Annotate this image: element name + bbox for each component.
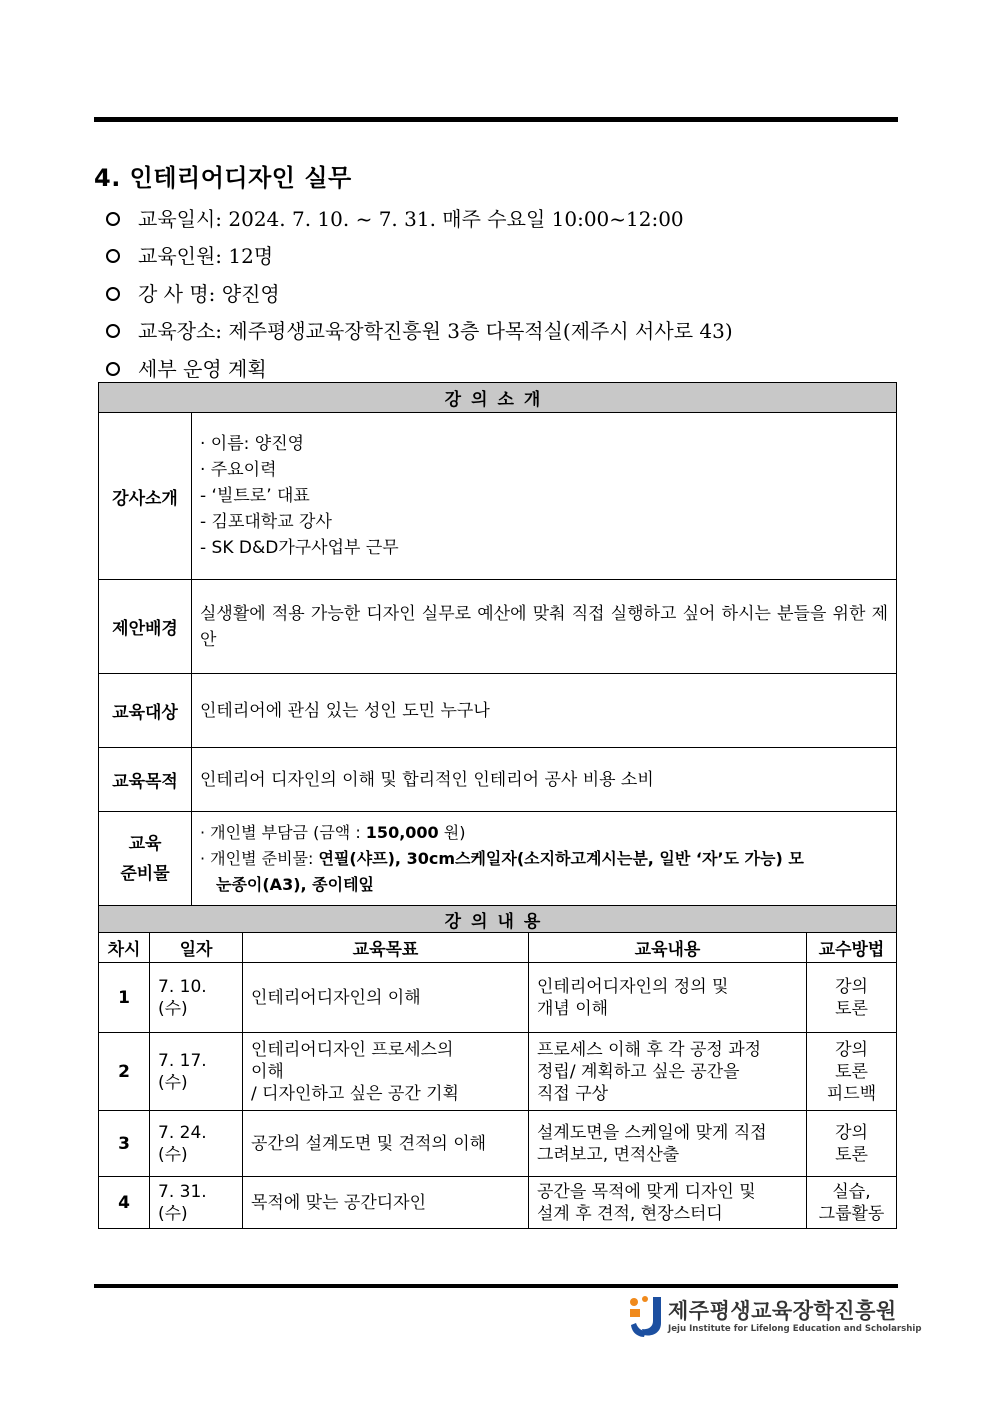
- column-header: 차시: [99, 933, 150, 963]
- session-number: 4: [99, 1177, 150, 1229]
- circle-bullet-icon: [106, 362, 120, 376]
- table-row: [99, 812, 897, 906]
- list-item: 교육일시: 2024. 7. 10. ~ 7. 31. 매주 수요일 10:00~12:00: [106, 200, 733, 238]
- table-row: [99, 748, 897, 812]
- session-date: 7. 24.(수): [150, 1111, 243, 1177]
- table-row: [99, 383, 897, 413]
- table-row: [99, 1033, 897, 1111]
- column-header: 교육목표: [243, 933, 529, 963]
- target-label: 교육대상: [99, 674, 192, 748]
- session-date: 7. 31.(수): [150, 1177, 243, 1229]
- circle-bullet-icon: [106, 324, 120, 338]
- course-plan-table: [98, 382, 897, 1229]
- session-method: 강의 토론 피드백: [807, 1033, 897, 1111]
- session-date: 7. 17.(수): [150, 1033, 243, 1111]
- table-row: [99, 1177, 897, 1229]
- goal-label: 교육목적: [99, 748, 192, 812]
- session-content: 프로세스 이해 후 각 공정 과정 정립/ 계획하고 싶은 공간을 직접 구상: [529, 1033, 807, 1111]
- column-header: 일자: [150, 933, 243, 963]
- column-header: 교육내용: [529, 933, 807, 963]
- list-item: 교육인원: 12명: [106, 238, 733, 276]
- list-item: 세부 운영 계획: [106, 350, 733, 388]
- session-goal: 공간의 설계도면 및 견적의 이해: [243, 1111, 529, 1177]
- session-goal: 인테리어디자인 프로세스의 이해 / 디자인하고 싶은 공간 기획: [243, 1033, 529, 1111]
- session-number: 1: [99, 963, 150, 1033]
- target-text: 인테리어에 관심 있는 성인 도민 누구나: [192, 674, 897, 748]
- circle-bullet-icon: [106, 249, 120, 263]
- supplies-label: 교육 준비물: [99, 812, 192, 906]
- table-row: [99, 963, 897, 1033]
- session-method: 강의 토론: [807, 1111, 897, 1177]
- session-method: 실습, 그룹활동: [807, 1177, 897, 1229]
- session-content: 설계도면을 스케일에 맞게 직접 그려보고, 면적산출: [529, 1111, 807, 1177]
- session-goal: 인테리어디자인의 이해: [243, 963, 529, 1033]
- table-row: [99, 674, 897, 748]
- section-title: 4. 인테리어디자인 실무: [94, 164, 352, 192]
- org-name: 제주평생교육장학진흥원: [668, 1299, 897, 1323]
- session-number: 2: [99, 1033, 150, 1111]
- circle-bullet-icon: [106, 212, 120, 226]
- instructor-label: 강사소개: [99, 413, 192, 580]
- table-row: [99, 1111, 897, 1177]
- content-header: 강의내용: [99, 906, 897, 933]
- bottom-rule: [94, 1284, 898, 1288]
- table-row: [99, 413, 897, 580]
- list-item: 교육장소: 제주평생교육장학진흥원 3층 다목적실(제주시 서사로 43): [106, 313, 733, 351]
- instructor-info: · 이름: 양진영 · 주요이력 - ‘빌트로’ 대표 - 김포대학교 강사 - SK D&D가구사업부 근무: [192, 413, 897, 580]
- info-list: [106, 200, 733, 388]
- jeju-institute-logo-icon: [626, 1293, 666, 1339]
- org-logo: [626, 1293, 922, 1339]
- supplies-text: · 개인별 부담금 (금액 : 150,000 원) · 개인별 준비물: 연필(샤프), 30cm스케일자(소지하고계시는분, 일반 ‘자’도 가능) 모 눈종이(A3), 종이테잎: [192, 812, 897, 906]
- session-content: 공간을 목적에 맞게 디자인 및 설계 후 견적, 현장스터디: [529, 1177, 807, 1229]
- intro-header: 강의소개: [99, 383, 897, 413]
- top-rule: [94, 117, 898, 122]
- session-method: 강의 토론: [807, 963, 897, 1033]
- table-row: [99, 906, 897, 933]
- table-row: [99, 580, 897, 674]
- session-content: 인테리어디자인의 정의 및 개념 이해: [529, 963, 807, 1033]
- column-header: 교수방법: [807, 933, 897, 963]
- goal-text: 인테리어 디자인의 이해 및 합리적인 인테리어 공사 비용 소비: [192, 748, 897, 812]
- list-item: 강 사 명: 양진영: [106, 275, 733, 313]
- circle-bullet-icon: [106, 287, 120, 301]
- session-date: 7. 10.(수): [150, 963, 243, 1033]
- table-row: [99, 933, 897, 963]
- session-goal: 목적에 맞는 공간디자인: [243, 1177, 529, 1229]
- session-number: 3: [99, 1111, 150, 1177]
- org-name-english: Jeju Institute for Lifelong Education and Scholarship: [668, 1324, 922, 1334]
- background-text: 실생활에 적용 가능한 디자인 실무로 예산에 맞춰 직접 실행하고 싶어 하시는 분들을 위한 제안: [192, 580, 897, 674]
- background-label: 제안배경: [99, 580, 192, 674]
